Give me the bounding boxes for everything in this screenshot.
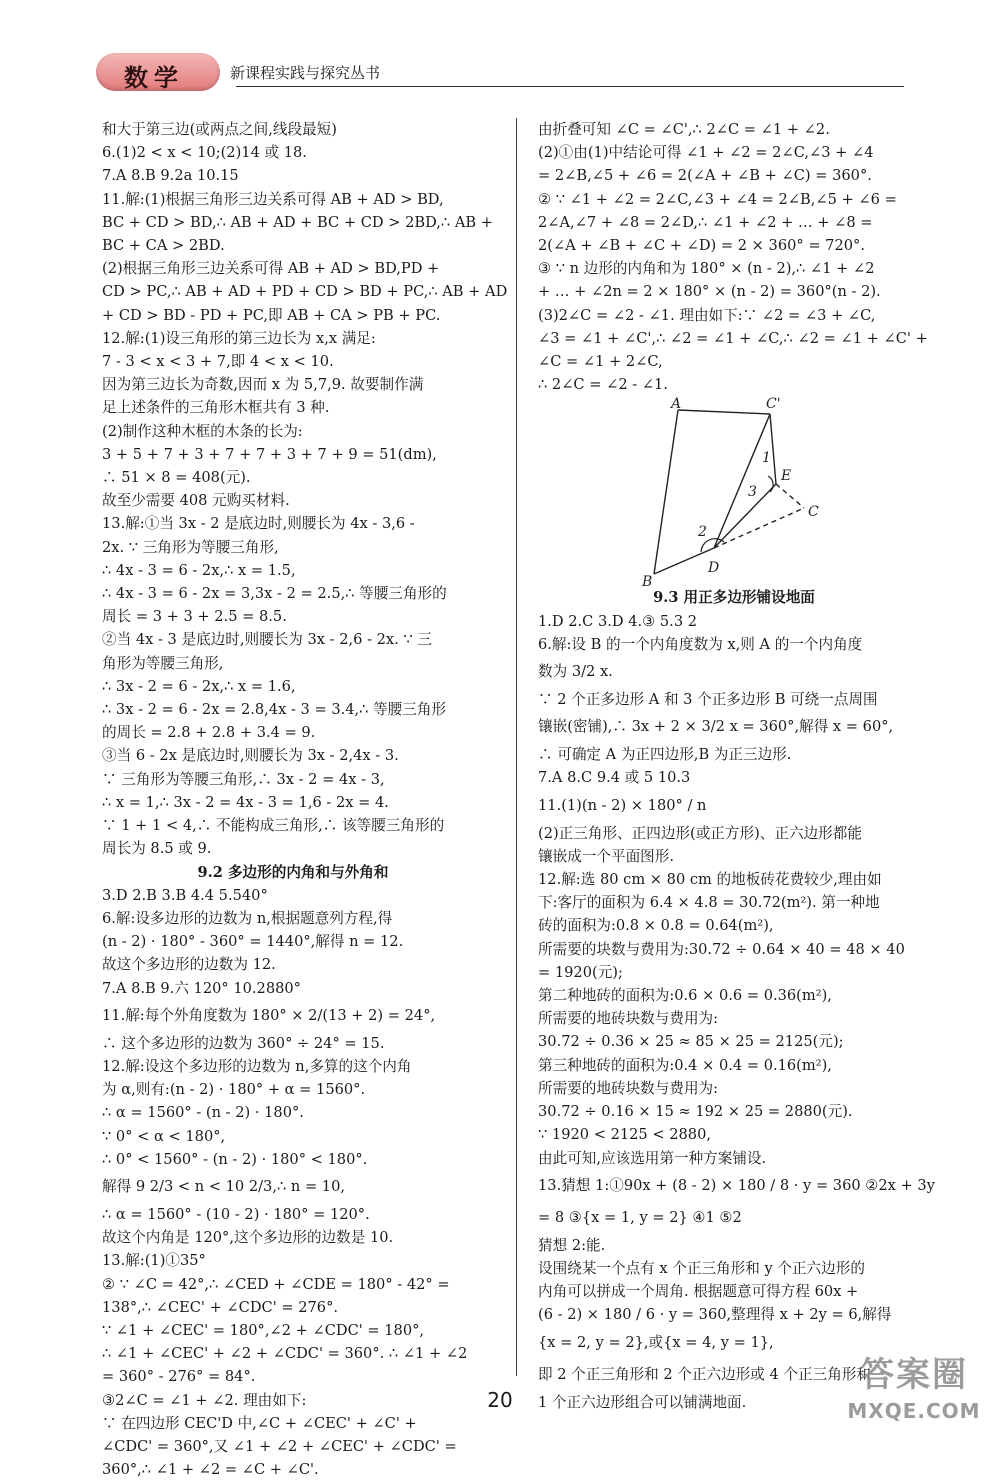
folded-triangle-diagram [538, 396, 930, 586]
text-line: 镶嵌(密铺),∴ 3x + 2 × 3/2 x = 360°,解得 x = 60°, [538, 718, 894, 736]
segment-ec-prime [770, 414, 776, 484]
text-line: 3.D 2.B 3.B 4.4 5.540° [102, 886, 268, 904]
text-line: ∴ 4x - 3 = 6 - 2x = 3,3x - 2 = 2.5,∴ 等腰三角形的 [102, 585, 447, 603]
text-line: 2(∠A + ∠B + ∠C + ∠D) = 2 × 360° = 720°. [538, 237, 865, 255]
text-line: ② ∵ ∠1 + ∠2 = 2∠C,∠3 + ∠4 = 2∠B,∠5 + ∠6 = [538, 190, 897, 208]
text-line: 11.解:(1)根据三角形三边关系可得 AB + AD > BD, [102, 190, 444, 208]
text-line: ∴ 可确定 A 为正四边形,B 为正三边形. [538, 746, 792, 764]
geometry-figure [538, 396, 930, 586]
figure-label: 2 [698, 524, 707, 541]
text-line: 为 α,则有:(n - 2) · 180° + α = 1560°. [102, 1081, 366, 1099]
subject-label: 数学 [124, 64, 184, 92]
text-line: + CD > BD - PD + PC,即 AB + CA > PB + PC. [102, 306, 441, 324]
text-line: ∵ 0° < α < 180°, [102, 1127, 226, 1145]
text-line: 7.A 8.B 9.六 120° 10.2880° [102, 979, 301, 997]
figure-label: E [781, 468, 792, 485]
segment-ec-dashed [776, 484, 804, 508]
text-line: 13.猜想 1:①90x + (8 - 2) × 180 / 8 · y = 360 ②2x + 3y [538, 1176, 935, 1194]
page-header [96, 50, 380, 94]
text-line: 故至少需要 408 元购买材料. [102, 492, 290, 510]
segment-ac-prime [678, 410, 770, 414]
text-line: 6.解:设 B 的一个内角度数为 x,则 A 的一个内角度 [538, 635, 863, 653]
text-line: 7.A 8.C 9.4 或 5 10.3 [538, 769, 691, 787]
text-line: 12.解:(1)设三角形的第三边长为 x,x 满足: [102, 329, 376, 347]
segment-bd [654, 548, 714, 574]
text-line: 因为第三边长为奇数,因而 x 为 5,7,9. 故要制作满 [102, 376, 424, 394]
text-line: ∵ 1 + 1 < 4,∴ 不能构成三角形,∴ 该等腰三角形的 [102, 817, 445, 835]
figure-label: D [708, 560, 720, 577]
text-line: ∵ 1920 < 2125 < 2880, [538, 1126, 711, 1144]
text-line: ③当 6 - 2x 是底边时,则腰长为 3x - 2,4x - 3. [102, 747, 399, 765]
text-line: ∵ 三角形为等腰三角形,∴ 3x - 2 = 4x - 3, [102, 770, 385, 788]
text-line: 12.解:选 80 cm × 80 cm 的地板砖花费较少,理由如 [538, 871, 882, 889]
text-line: ∴ α = 1560° - (10 - 2) · 180° = 120°. [102, 1205, 370, 1223]
text-line: 内角可以拼成一个周角. 根据题意可得方程 60x + [538, 1283, 859, 1301]
text-line: 角形为等腰三角形, [102, 654, 224, 672]
text-line: 1.D 2.C 3.D 4.③ 5.3 2 [538, 612, 698, 630]
text-line: 数为 3/2 x. [538, 663, 613, 681]
segment-dc-prime [714, 414, 770, 548]
text-line: 足上述条件的三角形木框共有 3 种. [102, 399, 330, 417]
text-line: 11.解:每个外角度数为 180° × 2/(13 + 2) = 24°, [102, 1006, 436, 1024]
text-line: ∠3 = ∠1 + ∠C',∴ ∠2 = ∠1 + ∠C,∴ ∠2 = ∠1 + ∠C' + [538, 329, 928, 347]
text-line: ∴ x = 1,∴ 3x - 2 = 4x - 3 = 1,6 - 2x = 4. [102, 793, 389, 811]
watermark-logo [840, 1352, 988, 1436]
watermark-top: 答案圈 [860, 1355, 968, 1395]
text-line: 6.解:设多边形的边数为 n,根据题意列方程,得 [102, 909, 393, 927]
text-line: 第三种地砖的面积为:0.4 × 0.4 = 0.16(m²), [538, 1056, 832, 1074]
text-line: 所需要的地砖块数与费用为: [538, 1010, 719, 1028]
text-line: ② ∵ ∠C = 42°,∴ ∠CED + ∠CDE = 180° - 42° = [102, 1275, 450, 1293]
text-line: = 360° - 276° = 84°. [102, 1368, 256, 1386]
text-line: 周长 = 3 + 3 + 2.5 = 8.5. [102, 608, 287, 626]
text-line: ∴ α = 1560° - (n - 2) · 180°. [102, 1104, 304, 1122]
text-line: 13.解:(1)①35° [102, 1252, 206, 1270]
text-line: 下:客厅的面积为 6.4 × 4.8 = 30.72(m²). 第一种地 [538, 894, 880, 912]
text-line: = 2∠B,∠5 + ∠6 = 2(∠A + ∠B + ∠C) = 360°. [538, 167, 872, 185]
watermark-bottom: MXQE.COM [847, 1399, 981, 1423]
text-line: 猜想 2:能. [538, 1236, 606, 1254]
text-line: ∴ 这个多边形的边数为 360° ÷ 24° = 15. [102, 1034, 385, 1052]
text-line: 所需要的地砖块数与费用为: [538, 1079, 719, 1097]
series-title: 新课程实践与探究丛书 [230, 63, 381, 82]
text-line: BC + CD > BD,∴ AB + AD + BC + CD > 2BD,∴ AB + [102, 213, 493, 231]
figure-label: 1 [762, 450, 771, 467]
text-line: 13.解:①当 3x - 2 是底边时,则腰长为 4x - 3,6 - [102, 515, 415, 533]
text-line: 的周长 = 2.8 + 2.8 + 3.4 = 9. [102, 724, 316, 742]
section-heading: 9.3 用正多边形铺设地面 [653, 589, 815, 607]
figure-label: A [671, 396, 682, 413]
text-line: 故这个内角是 120°,这个多边形的边数是 10. [102, 1229, 394, 1247]
text-line: (2)根据三角形三边关系可得 AB + AD > BD,PD + [102, 260, 440, 278]
text-line: ∵ 2 个正多边形 A 和 3 个正多边形 B 可绕一点周围 [538, 691, 878, 709]
text-line: CD > PC,∴ AB + AD + PD + CD > BD + PC,∴ AB + AD [102, 283, 508, 301]
text-line: 周长为 8.5 或 9. [102, 840, 212, 858]
text-line: {x = 2, y = 2},或{x = 4, y = 1}, [538, 1333, 774, 1351]
text-line: 由折叠可知 ∠C = ∠C',∴ 2∠C = ∠1 + ∠2. [538, 121, 830, 138]
page-number: 20 [487, 1388, 513, 1412]
segment-ab [654, 410, 678, 574]
text-line: ∴ 0° < 1560° - (n - 2) · 180° < 180°. [102, 1150, 368, 1168]
text-line: ∴ ∠1 + ∠CEC' + ∠2 + ∠CDC' = 360°. ∴ ∠1 + ∠2 [102, 1345, 468, 1363]
text-line: ∠C = ∠1 + 2∠C, [538, 353, 663, 371]
text-line: 11.(1)(n - 2) × 180° / n [538, 796, 707, 814]
text-line: 所需要的块数与费用为:30.72 ÷ 0.64 × 40 = 48 × 40 [538, 940, 905, 958]
text-line: (2)正三角形、正四边形(或正方形)、正六边形都能 [538, 824, 862, 842]
section-heading: 9.2 多边形的内角和与外角和 [197, 863, 389, 881]
text-line: 138°,∴ ∠CEC' + ∠CDC' = 276°. [102, 1298, 339, 1316]
text-line: ∴ 51 × 8 = 408(元). [102, 469, 251, 487]
text-line: (2)制作这种木框的木条的长为: [102, 422, 303, 440]
text-line: = 1920(元); [538, 963, 623, 981]
header-rule [236, 86, 904, 87]
text-line: 2x. ∵ 三角形为等腰三角形, [102, 538, 279, 556]
text-line: ∠CDC' = 360°,又 ∠1 + ∠2 + ∠CEC' + ∠CDC' = [102, 1437, 457, 1455]
text-line: ∴ 3x - 2 = 6 - 2x = 2.8,4x - 3 = 3.4,∴ 等腰三角形 [102, 701, 447, 719]
text-line: (3)2∠C = ∠2 - ∠1. 理由如下:∵ ∠2 = ∠3 + ∠C, [538, 306, 876, 324]
subject-badge [96, 53, 220, 91]
left-column [102, 118, 508, 1481]
text-line: 3 + 5 + 7 + 3 + 7 + 7 + 3 + 7 + 9 = 51(dm), [102, 445, 437, 463]
text-line: 7.A 8.B 9.2a 10.15 [102, 167, 239, 185]
figure-label: C' [766, 396, 781, 413]
text-line: 360°,∴ ∠1 + ∠2 = ∠C + ∠C'. [102, 1461, 319, 1479]
text-line: 镶嵌成一个平面图形. [538, 847, 674, 865]
text-line: (6 - 2) × 180 / 6 · y = 360,整理得 x + 2y = 6,解得 [538, 1306, 892, 1324]
text-line: 30.72 ÷ 0.16 × 15 ≈ 192 × 25 = 2880(元). [538, 1103, 853, 1121]
text-line: + … + ∠2n = 2 × 180° × (n - 2) = 360°(n - 2). [538, 283, 881, 301]
text-line: ∴ 2∠C = ∠2 - ∠1. [538, 376, 668, 394]
text-line: 由此可知,应该选用第一种方案铺设. [538, 1149, 767, 1167]
text-line: ∵ 在四边形 CEC'D 中,∠C + ∠CEC' + ∠C' + [102, 1414, 417, 1432]
text-line: ∴ 4x - 3 = 6 - 2x,∴ x = 1.5, [102, 561, 296, 579]
text-line: 30.72 ÷ 0.36 × 25 ≈ 85 × 25 = 2125(元); [538, 1033, 844, 1051]
text-line: 1 个正六边形组合可以铺满地面. [538, 1393, 747, 1411]
column-divider [516, 118, 517, 1376]
text-line: 设围绕某一个点有 x 个正三角形和 y 个正六边形的 [538, 1259, 865, 1277]
text-line: 12.解:设这个多边形的边数为 n,多算的这个内角 [102, 1057, 412, 1075]
text-line: (n - 2) · 180° - 360° = 1440°,解得 n = 12. [102, 933, 404, 951]
text-line: 6.(1)2 < x < 10;(2)14 或 18. [102, 144, 307, 162]
text-line: ③ ∵ n 边形的内角和为 180° × (n - 2),∴ ∠1 + ∠2 [538, 260, 875, 278]
right-column [538, 118, 935, 1414]
text-line: 2∠A,∠7 + ∠8 = 2∠D,∴ ∠1 + ∠2 + … + ∠8 = [538, 213, 873, 231]
segment-de [714, 484, 776, 548]
text-line: = 8 ③{x = 1, y = 2} ④1 ⑤2 [538, 1208, 742, 1226]
text-line: 砖的面积为:0.8 × 0.8 = 0.64(m²), [538, 917, 774, 935]
text-line: ∴ 3x - 2 = 6 - 2x,∴ x = 1.6, [102, 677, 296, 695]
text-line: BC + CA > 2BD. [102, 237, 225, 255]
text-line: 和大于第三边(或两点之间,线段最短) [102, 121, 337, 138]
text-line: ③2∠C = ∠1 + ∠2. 理由如下: [102, 1391, 307, 1409]
text-line: 故这个多边形的边数为 12. [102, 956, 276, 974]
text-line: 第二种地砖的面积为:0.6 × 0.6 = 0.36(m²), [538, 987, 832, 1005]
figure-label: C [808, 504, 819, 521]
text-line: 解得 9 2/3 < n < 10 2/3,∴ n = 10, [102, 1177, 346, 1195]
figure-label: 3 [748, 484, 757, 501]
text-line: (2)①由(1)中结论可得 ∠1 + ∠2 = 2∠C,∠3 + ∠4 [538, 144, 874, 162]
text-line: ∵ ∠1 + ∠CEC' = 180°,∠2 + ∠CDC' = 180°, [102, 1321, 425, 1339]
text-line: ②当 4x - 3 是底边时,则腰长为 3x - 2,6 - 2x. ∵ 三 [102, 631, 432, 649]
text-line: 7 - 3 < x < 3 + 7,即 4 < x < 10. [102, 353, 334, 371]
text-line: 即 2 个正三角形和 2 个正六边形或 4 个正三角形和 [538, 1365, 871, 1383]
figure-label: B [642, 574, 653, 587]
